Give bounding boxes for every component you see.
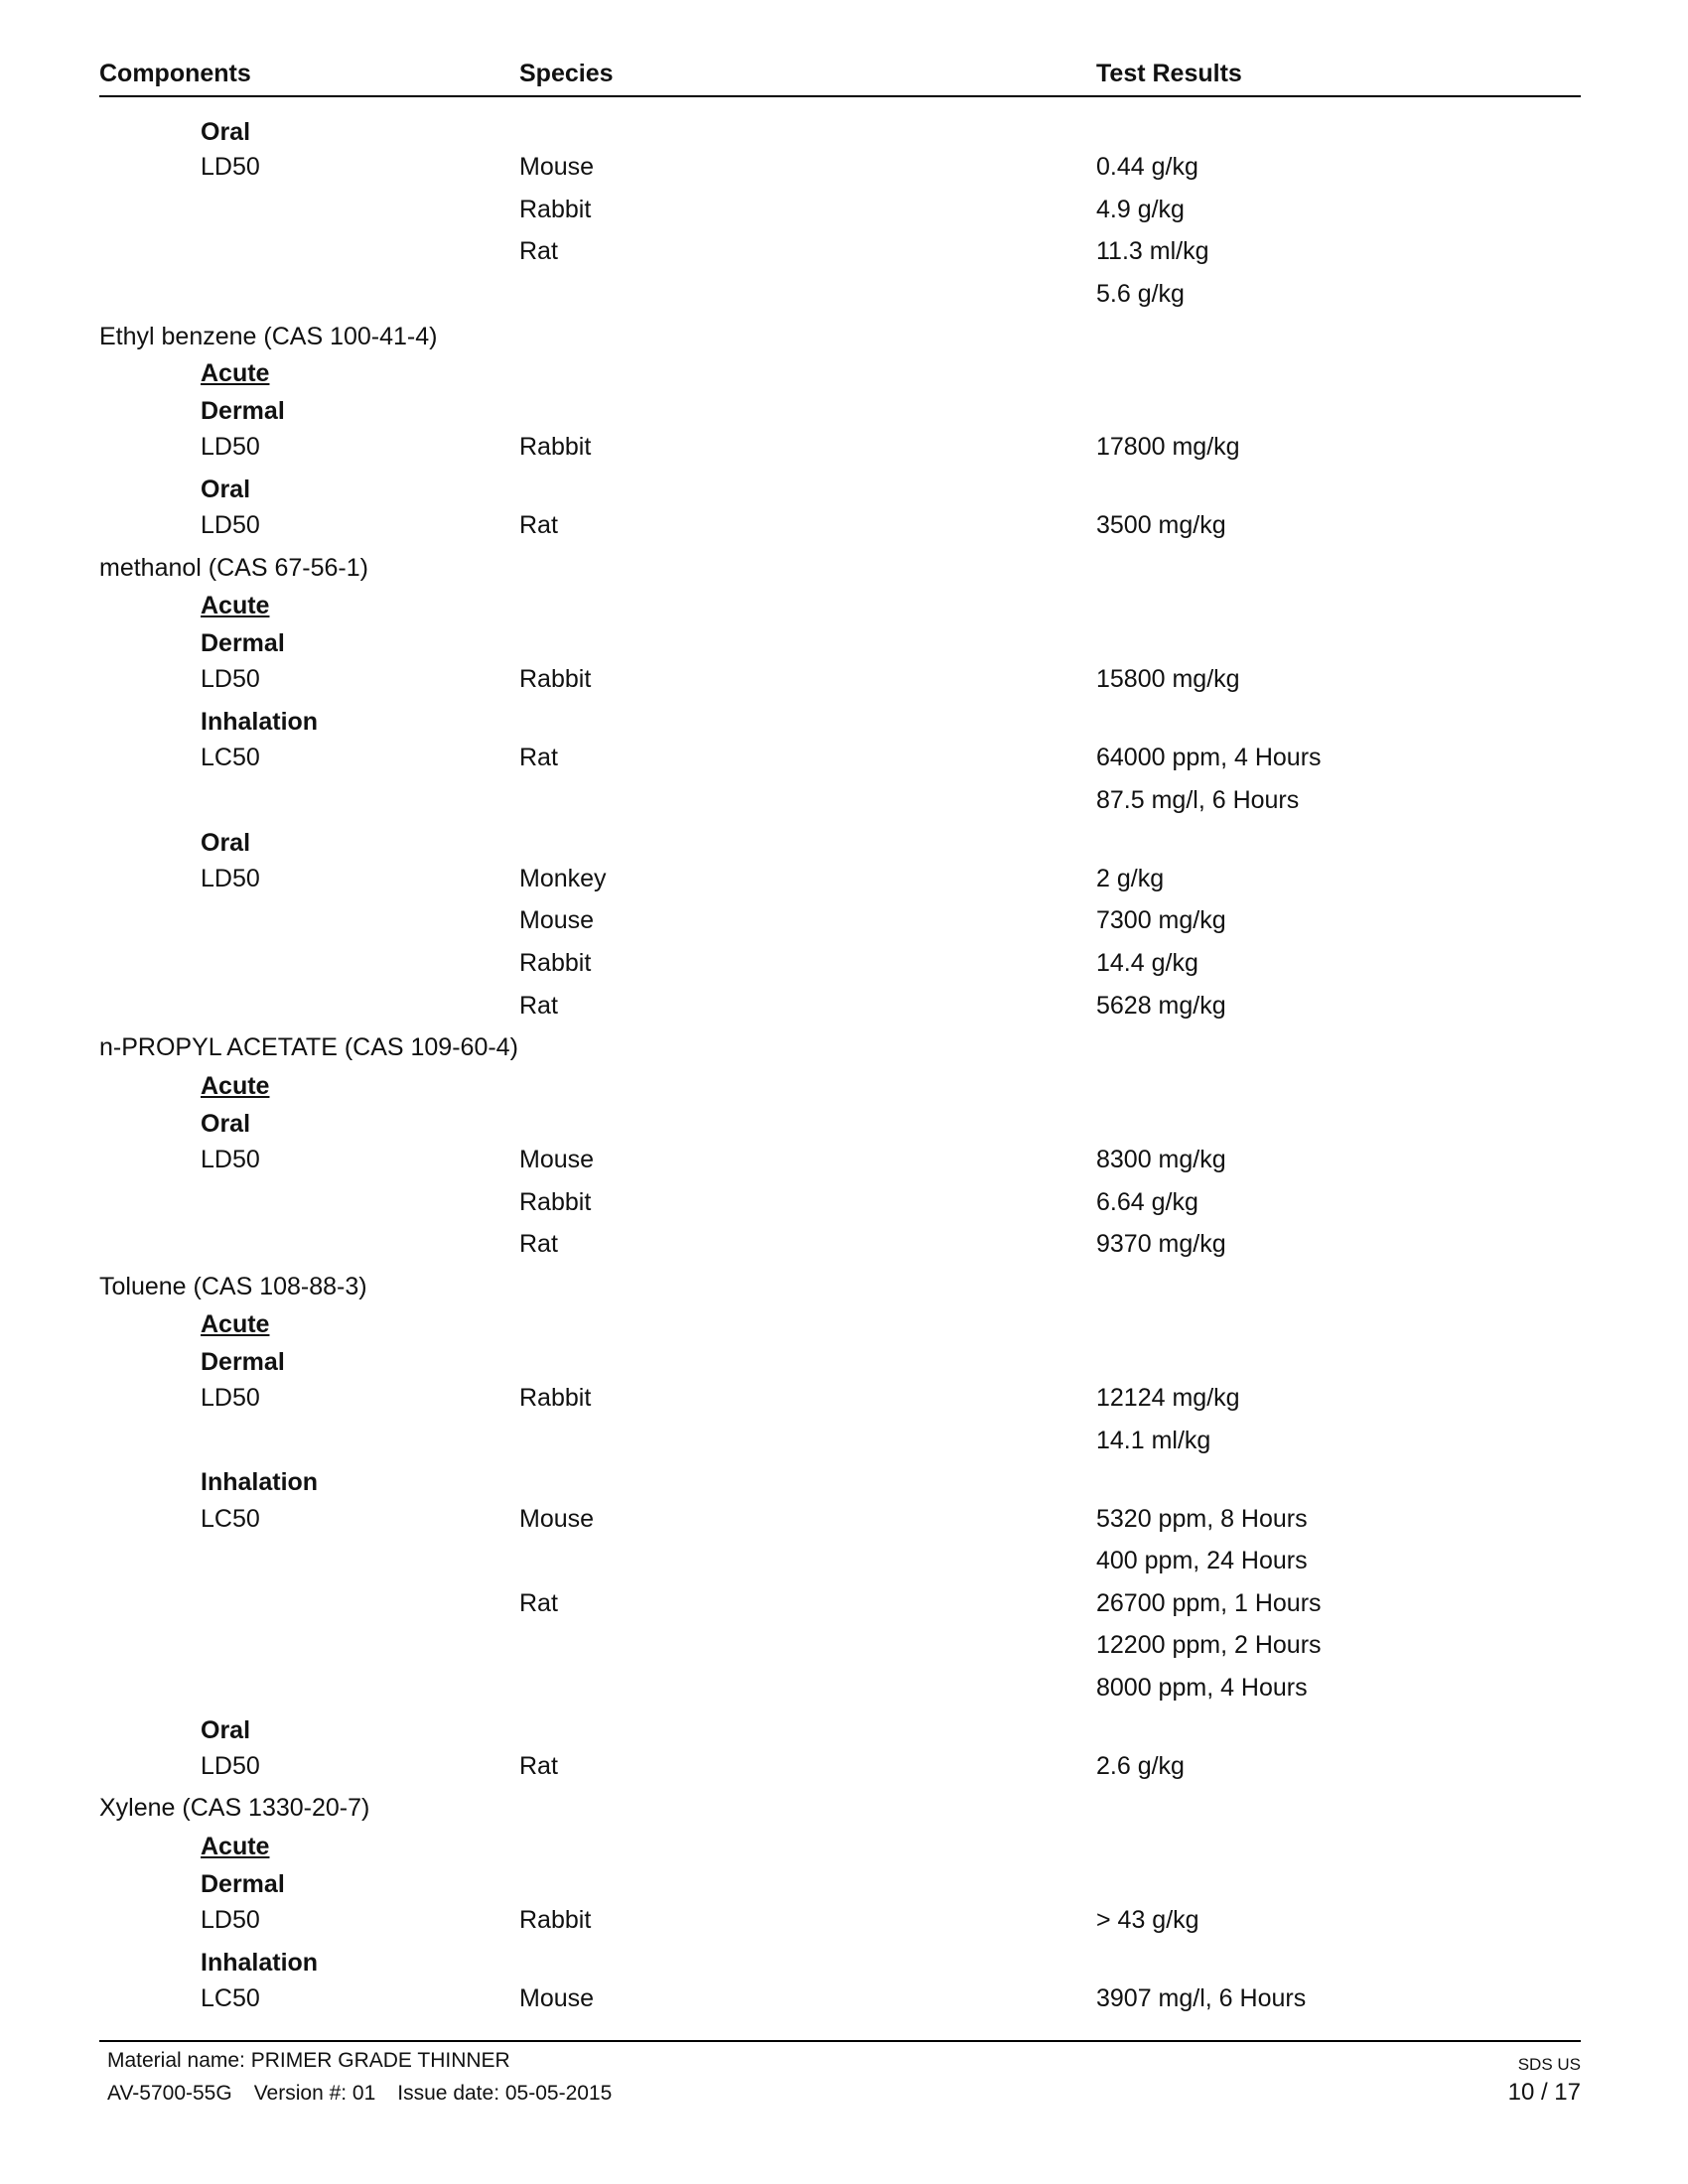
test-result-cell: 5320 ppm, 8 Hours (1096, 1505, 1308, 1533)
footer-material-name: Material name: PRIMER GRADE THINNER (107, 2049, 510, 2072)
species-cell: Rat (519, 1589, 558, 1617)
header-components: Components (99, 60, 251, 87)
section-acute: Acute (201, 1310, 270, 1338)
species-cell: Rabbit (519, 1188, 592, 1216)
species-cell: Rabbit (519, 665, 592, 693)
test-result-cell: 5.6 g/kg (1096, 280, 1185, 308)
test-result-cell: 12124 mg/kg (1096, 1384, 1240, 1412)
species-cell: Rabbit (519, 196, 592, 223)
species-cell: Mouse (519, 153, 595, 181)
footer-rule (99, 2040, 1581, 2042)
route-label: Inhalation (201, 708, 319, 736)
species-cell: Rabbit (519, 949, 592, 977)
test-label: LD50 (201, 665, 260, 693)
test-label: LD50 (201, 1384, 260, 1412)
species-cell: Mouse (519, 1505, 595, 1533)
species-cell: Mouse (519, 1984, 595, 2012)
test-result-cell: 64000 ppm, 4 Hours (1096, 744, 1322, 771)
footer-version: Version #: 01 (253, 2082, 376, 2105)
test-result-cell: 6.64 g/kg (1096, 1188, 1198, 1216)
component-name: Xylene (CAS 1330-20-7) (99, 1794, 370, 1822)
header-species: Species (519, 60, 614, 87)
header-test-results: Test Results (1096, 60, 1242, 87)
route-label: Dermal (201, 629, 285, 657)
test-result-cell: 2 g/kg (1096, 865, 1165, 892)
test-result-cell: 87.5 mg/l, 6 Hours (1096, 786, 1300, 814)
footer-page-number: 10 / 17 (1507, 2079, 1581, 2106)
section-acute: Acute (201, 1833, 270, 1860)
test-result-cell: 8000 ppm, 4 Hours (1096, 1674, 1308, 1702)
test-result-cell: 11.3 ml/kg (1096, 237, 1209, 265)
route-label: Inhalation (201, 1949, 319, 1977)
species-cell: Rabbit (519, 1906, 592, 1934)
species-cell: Rat (519, 511, 558, 539)
test-label: LC50 (201, 1505, 260, 1533)
section-acute: Acute (201, 592, 270, 619)
species-cell: Rat (519, 237, 558, 265)
header-rule (99, 95, 1581, 97)
route-label: Dermal (201, 1870, 285, 1898)
route-label: Oral (201, 829, 251, 857)
component-name: n-PROPYL ACETATE (CAS 109-60-4) (99, 1033, 518, 1061)
test-label: LD50 (201, 1906, 260, 1934)
species-cell: Rat (519, 744, 558, 771)
test-result-cell: > 43 g/kg (1096, 1906, 1199, 1934)
test-result-cell: 15800 mg/kg (1096, 665, 1240, 693)
species-cell: Rat (519, 992, 558, 1020)
test-result-cell: 400 ppm, 24 Hours (1096, 1547, 1308, 1574)
test-result-cell: 14.1 ml/kg (1096, 1427, 1211, 1454)
footer-sds-label: SDS US (1517, 2055, 1581, 2074)
component-name: Toluene (CAS 108-88-3) (99, 1273, 367, 1300)
test-result-cell: 12200 ppm, 2 Hours (1096, 1631, 1322, 1659)
species-cell: Rabbit (519, 1384, 592, 1412)
component-name: methanol (CAS 67-56-1) (99, 554, 368, 582)
test-result-cell: 3500 mg/kg (1096, 511, 1226, 539)
species-cell: Rabbit (519, 433, 592, 461)
test-label: LC50 (201, 744, 260, 771)
test-result-cell: 5628 mg/kg (1096, 992, 1226, 1020)
test-label: LD50 (201, 511, 260, 539)
section-acute: Acute (201, 359, 270, 387)
test-label: LD50 (201, 1752, 260, 1780)
test-label: LD50 (201, 153, 260, 181)
test-result-cell: 7300 mg/kg (1096, 906, 1226, 934)
route-label: Oral (201, 476, 251, 503)
footer-issue-date: Issue date: 05-05-2015 (397, 2082, 613, 2105)
route-label: Dermal (201, 397, 285, 425)
test-result-cell: 8300 mg/kg (1096, 1146, 1226, 1173)
route-label: Oral (201, 1110, 251, 1138)
test-result-cell: 0.44 g/kg (1096, 153, 1198, 181)
species-cell: Mouse (519, 906, 595, 934)
test-label: LD50 (201, 865, 260, 892)
footer-document-info (107, 2082, 612, 2106)
test-label: LD50 (201, 1146, 260, 1173)
footer-product-code: AV-5700-55G (107, 2082, 232, 2105)
test-result-cell: 14.4 g/kg (1096, 949, 1198, 977)
test-label: LC50 (201, 1984, 260, 2012)
test-result-cell: 26700 ppm, 1 Hours (1096, 1589, 1322, 1617)
test-label: LD50 (201, 433, 260, 461)
component-name: Ethyl benzene (CAS 100-41-4) (99, 323, 438, 350)
test-result-cell: 2.6 g/kg (1096, 1752, 1185, 1780)
route-label: Inhalation (201, 1468, 319, 1496)
test-result-cell: 17800 mg/kg (1096, 433, 1240, 461)
section-acute: Acute (201, 1072, 270, 1100)
route-label: Dermal (201, 1348, 285, 1376)
test-result-cell: 9370 mg/kg (1096, 1230, 1226, 1258)
test-result-cell: 4.9 g/kg (1096, 196, 1185, 223)
species-cell: Rat (519, 1752, 558, 1780)
species-cell: Monkey (519, 865, 607, 892)
test-result-cell: 3907 mg/l, 6 Hours (1096, 1984, 1307, 2012)
species-cell: Mouse (519, 1146, 595, 1173)
route-label: Oral (201, 1716, 251, 1744)
route-label: Oral (201, 118, 251, 146)
species-cell: Rat (519, 1230, 558, 1258)
